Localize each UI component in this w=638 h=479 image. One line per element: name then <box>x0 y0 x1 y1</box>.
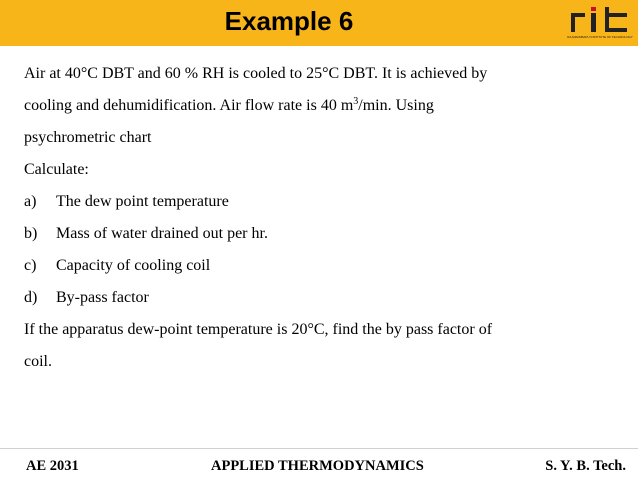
list-item <box>24 222 624 254</box>
problem-line: Air at 40°C DBT and 60 % RH is cooled to 25°C DBT. It is achieved by <box>24 65 488 82</box>
slide-footer <box>0 448 638 479</box>
list-item <box>24 286 624 318</box>
problem-line: If the apparatus dew-point temperature is 20°C, find the by pass factor of <box>24 321 493 338</box>
course-name: APPLIED THERMODYNAMICS <box>211 458 424 474</box>
problem-text: cooling and dehumidification. Air flow rate is 40 m <box>24 97 354 114</box>
title-bar <box>0 0 638 46</box>
list-item-text: By-pass factor <box>56 289 149 306</box>
list-marker: c) <box>24 257 37 274</box>
problem-line: psychrometric chart <box>24 129 152 146</box>
list-item-text: Capacity of cooling coil <box>56 257 211 274</box>
list-item-text: Mass of water drained out per hr. <box>56 225 268 242</box>
calculate-label: Calculate: <box>24 161 89 178</box>
rit-logo-icon <box>567 4 633 35</box>
list-item-text: The dew point temperature <box>56 193 229 210</box>
logo-tagline: RAJARAMBAPU INSTITUTE OF TECHNOLOGY <box>567 35 633 39</box>
problem-line: coil. <box>24 353 52 370</box>
list-item <box>24 254 624 286</box>
list-marker: b) <box>24 225 38 242</box>
institute-logo <box>567 4 633 42</box>
problem-text: /min. Using <box>358 97 434 114</box>
problem-line <box>24 94 624 126</box>
class-name: S. Y. B. Tech. <box>545 458 626 474</box>
list-marker: d) <box>24 289 38 306</box>
list-marker: a) <box>24 193 37 210</box>
superscript: 3 <box>353 96 359 107</box>
slide-title: Example 6 <box>224 6 354 36</box>
list-item <box>24 190 624 222</box>
problem-statement <box>24 62 624 382</box>
course-code: AE 2031 <box>26 458 79 474</box>
